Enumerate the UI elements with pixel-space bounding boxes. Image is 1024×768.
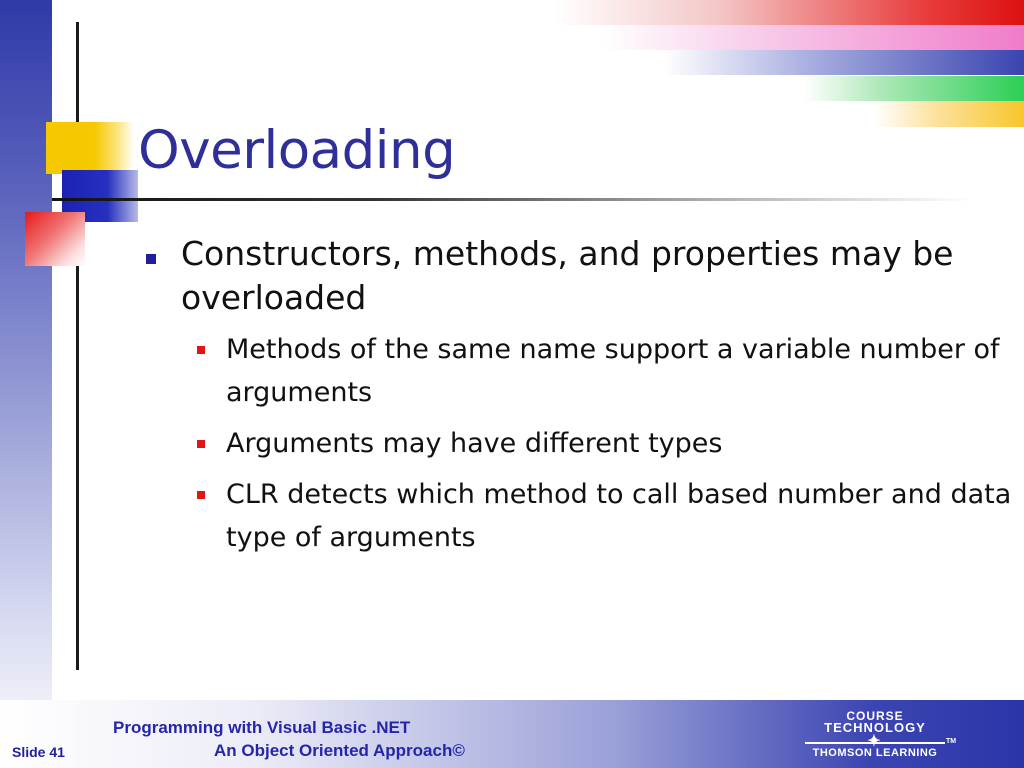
course-title-line2: An Object Oriented Approach© — [214, 741, 465, 760]
slide-body — [142, 232, 1012, 567]
decor-band-pink — [604, 25, 1024, 50]
decor-band-green — [804, 76, 1024, 101]
subbullet-text: Methods of the same name support a variable number of arguments — [226, 334, 1000, 408]
logo-line1: COURSE — [846, 709, 904, 723]
decor-square-red — [25, 212, 85, 266]
star-icon: ✦ — [867, 733, 881, 750]
bullet-level1 — [142, 232, 1012, 320]
square-bullet-icon — [146, 254, 156, 264]
square-bullet-icon — [197, 346, 205, 354]
subbullet-text: CLR detects which method to call based number and data type of arguments — [226, 479, 1012, 553]
sub-bullet-list — [142, 328, 1012, 559]
decor-band-yellow — [874, 101, 1024, 127]
decor-band-blue — [664, 50, 1024, 75]
subbullet-text: Arguments may have different types — [226, 428, 723, 459]
vertical-divider — [76, 22, 79, 670]
square-bullet-icon — [197, 440, 205, 448]
trademark: TM — [946, 738, 957, 745]
title-underline — [52, 198, 972, 201]
bullet-level2 — [187, 422, 1012, 465]
bullet-text: Constructors, methods, and properties may be overloaded — [181, 234, 954, 317]
left-gradient-strip — [0, 0, 52, 768]
publisher-logo — [800, 708, 960, 764]
slide-number: Slide 41 — [12, 744, 65, 760]
bullet-level2 — [187, 473, 1012, 559]
decor-square-yellow — [46, 122, 134, 174]
slide-title: Overloading — [138, 120, 456, 181]
logo-line3: THOMSON LEARNING — [812, 747, 938, 759]
bullet-level2 — [187, 328, 1012, 414]
decor-band-red — [554, 0, 1024, 25]
logo-line2: TECHNOLOGY — [824, 720, 926, 735]
course-title-line1: Programming with Visual Basic .NET — [113, 718, 411, 737]
square-bullet-icon — [197, 491, 205, 499]
